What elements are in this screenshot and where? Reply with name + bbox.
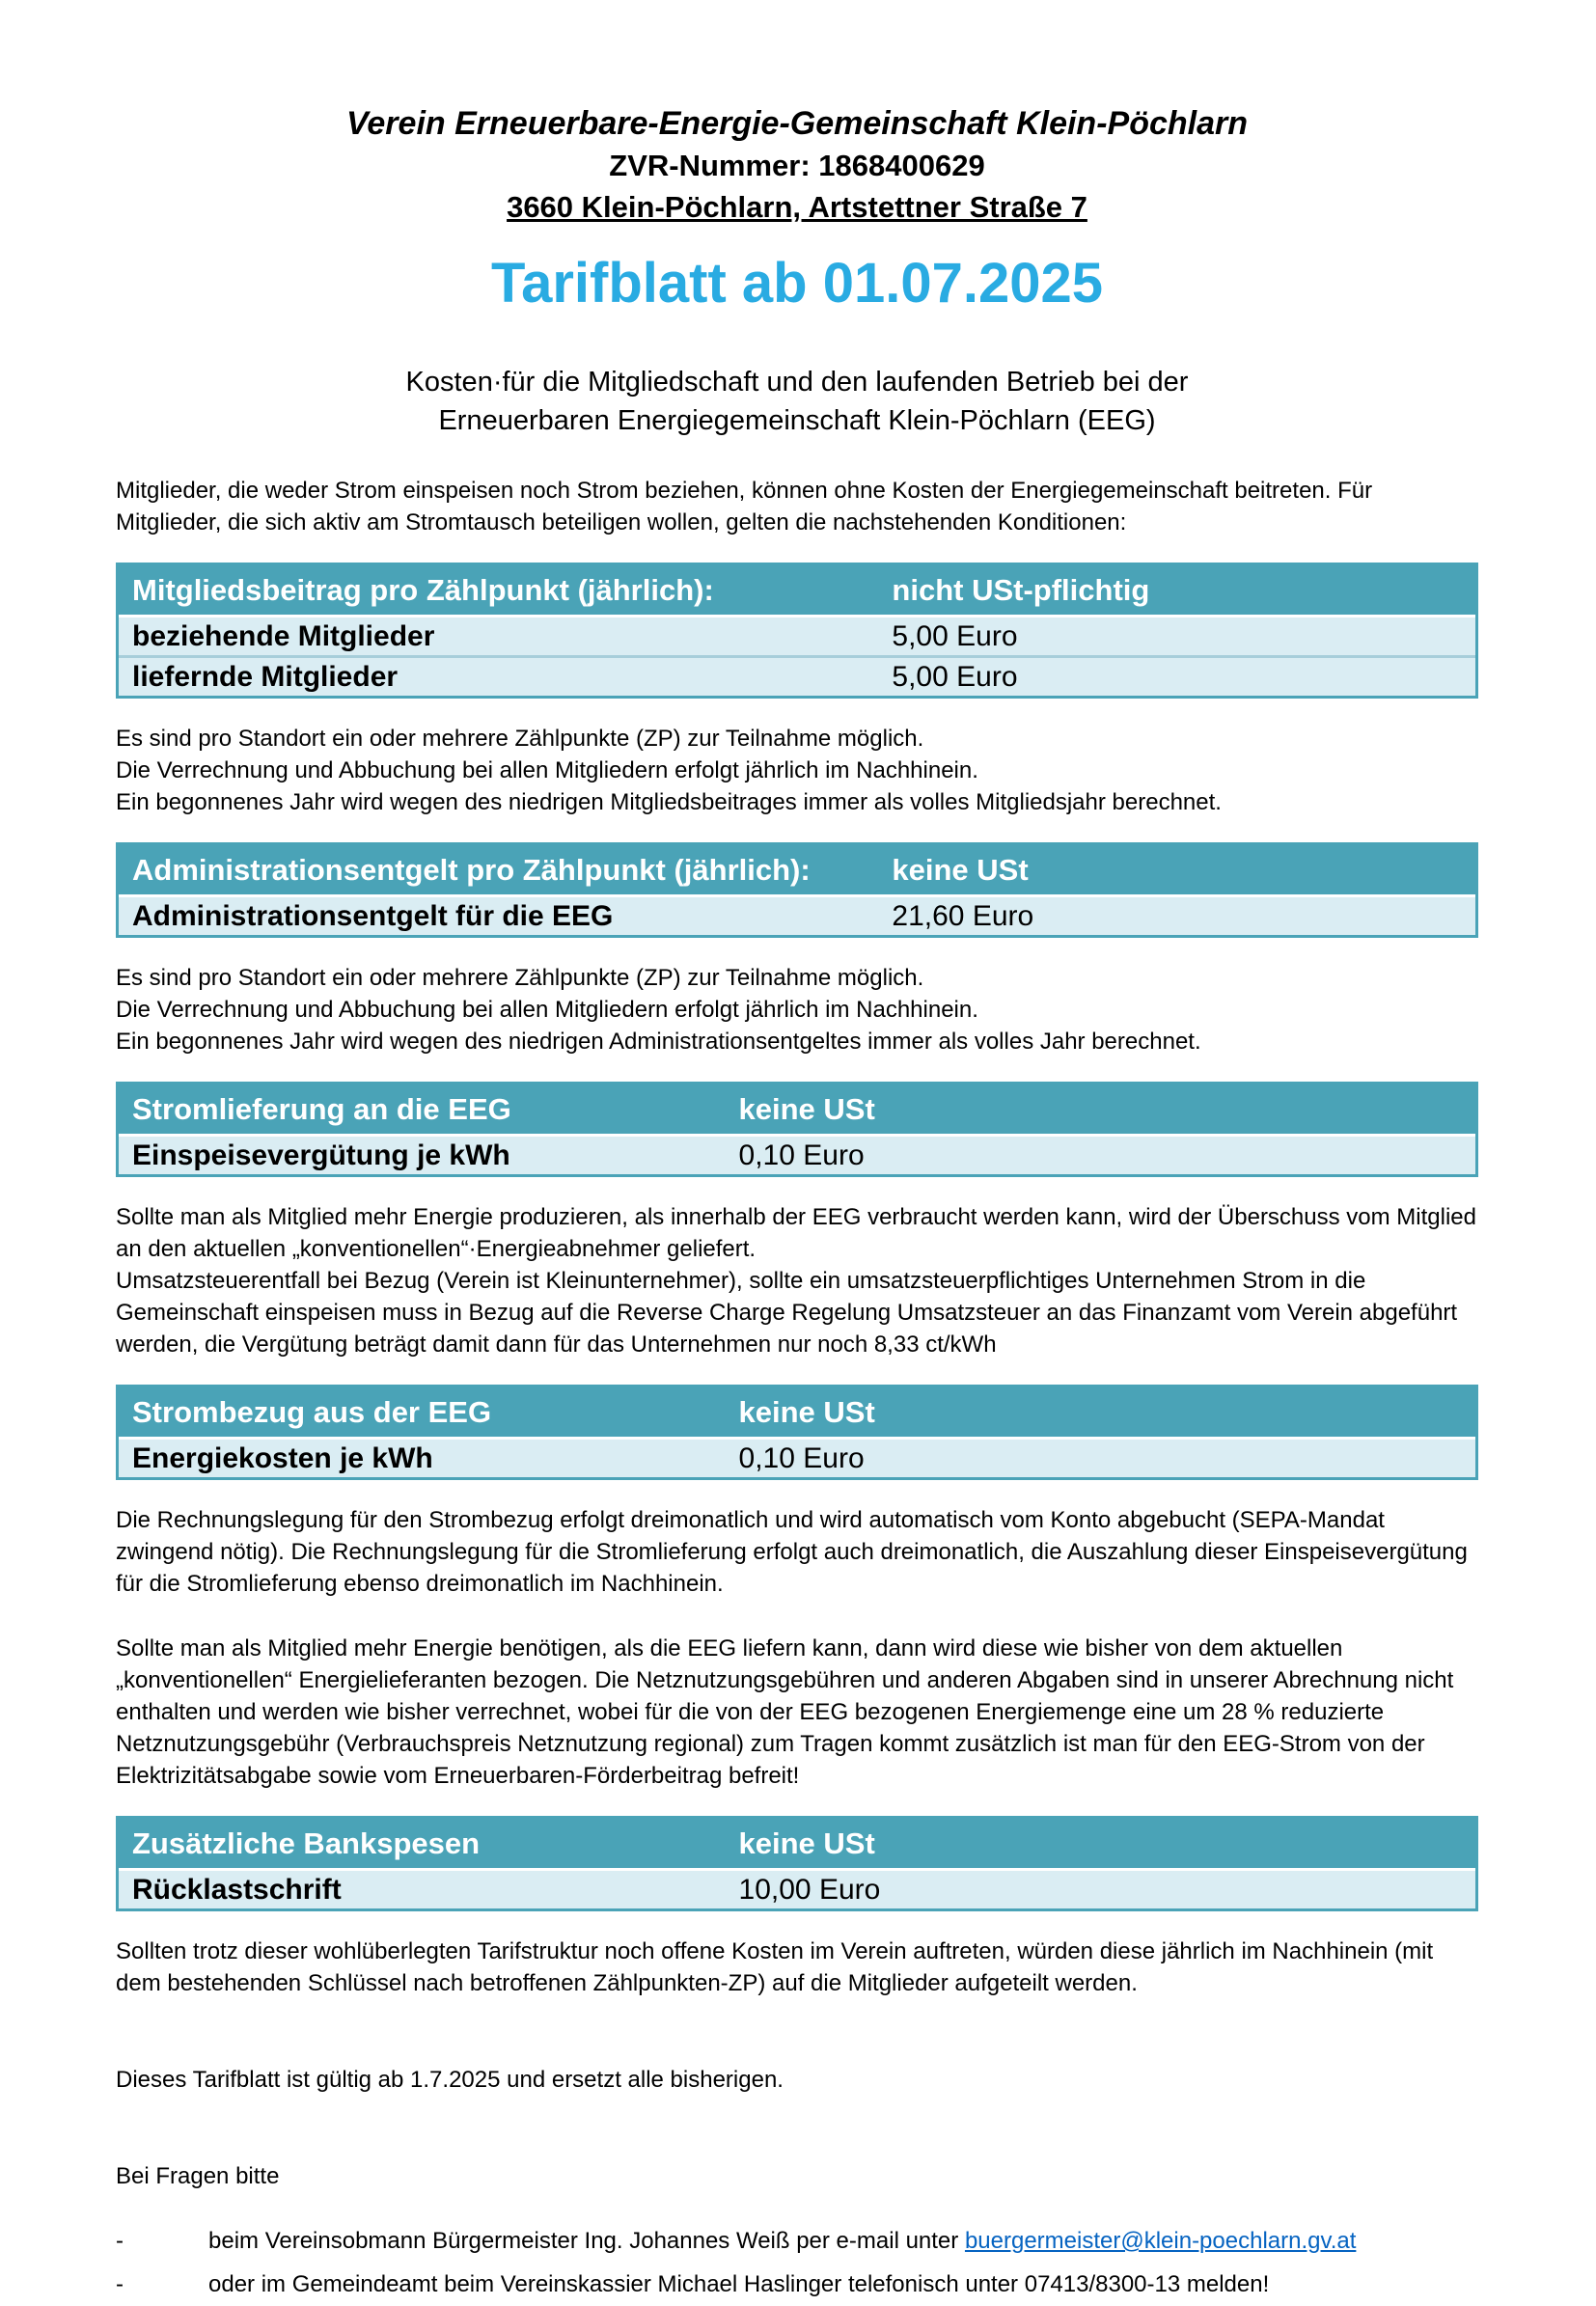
table-row — [119, 894, 1475, 935]
table-header-row — [119, 565, 1475, 615]
table-header-vat-note: keine USt — [739, 1084, 1475, 1134]
row-label: Rücklastschrift — [119, 1868, 739, 1908]
paragraph: Umsatzsteuerentfall bei Bezug (Verein ist Kleinunternehmer), sollte ein umsatzsteuerpflichtiges Unternehmen Strom in die Gemeinschaft einspeisen muss in Bezug auf die Reverse Charge Regelung Umsatzsteuer an das Finanzamt vom Verein abgeführt werden, die Vergütung beträgt damit dann für das Unternehmen nur noch 8,33 ct/kWh — [116, 1268, 1458, 1358]
administration-fee-table — [116, 842, 1478, 938]
notes-after-administration-table — [116, 962, 1478, 1057]
bullet-dash: - — [116, 2271, 124, 2297]
contact-intro: Bei Fragen bitte — [116, 2163, 280, 2189]
open-costs-paragraph: Sollten trotz dieser wohlüberlegten Tarifstruktur noch offene Kosten im Verein auftreten, würden diese jährlich im Nachhinein (mit dem bestehenden Schlüssel nach betroffenen Zählpunkten-ZP) auf die Mitglieder aufgeteilt werden. — [116, 1938, 1434, 1996]
contact-item-email — [116, 2219, 1478, 2263]
note-line: Die Verrechnung und Abbuchung bei allen Mitgliedern erfolgt jährlich im Nachhinein. — [116, 757, 978, 783]
table-row — [119, 1437, 1475, 1477]
contact-item-phone — [116, 2263, 1478, 2306]
document-subtitle — [116, 363, 1478, 440]
contact-email-prefix: beim Vereinsobmann Bürgermeister Ing. Johannes Weiß per e-mail unter — [208, 2228, 965, 2254]
table-header-row — [119, 1084, 1475, 1134]
note-line: Es sind pro Standort ein oder mehrere Zählpunkte (ZP) zur Teilnahme möglich. — [116, 726, 924, 752]
intro-paragraph: Mitglieder, die weder Strom einspeisen noch Strom beziehen, können ohne Kosten der Energiegemeinschaft beitreten. Für Mitglieder, die sich aktiv am Stromtausch beteiligen wollen, gelten die nachstehenden Konditionen: — [116, 478, 1373, 535]
note-line: Es sind pro Standort ein oder mehrere Zählpunkte (ZP) zur Teilnahme möglich. — [116, 965, 924, 991]
table-header-row — [119, 845, 1475, 894]
page-title: Tarifblatt ab 01.07.2025 — [490, 252, 1103, 315]
table-header-vat-note: keine USt — [739, 1819, 1475, 1868]
table-row — [119, 615, 1475, 655]
notes-after-membership-table — [116, 723, 1478, 818]
row-label: Administrationsentgelt für die EEG — [119, 894, 892, 935]
grid-fees-paragraph: Sollte man als Mitglied mehr Energie benötigen, als die EEG liefern kann, dann wird diese wie bisher von dem aktuellen „konventionellen“ Energielieferanten bezogen. Die Netznutzungsgebühren und anderen Abgaben sind in unserer Abrechnung nicht enthalten und werden wie bisher verrechnet, wobei für die von der EEG bezogenen Energiemenge eine um 28 % reduzierte Netznutzungsgebühr (Verbrauchspreis Netznutzung regional) zum Tragen kommt zusätzlich ist man für den EEG-Strom von der Elektrizitätsabgabe sowie vom Erneuerbaren-Förderbeitrag befreit! — [116, 1635, 1454, 1789]
table-header-vat-note: keine USt — [892, 845, 1475, 894]
contact-list — [116, 2219, 1478, 2306]
table-header-label: Stromlieferung an die EEG — [119, 1084, 739, 1134]
table-header-row — [119, 1819, 1475, 1868]
row-value: 10,00 Euro — [739, 1868, 1475, 1908]
row-value: 5,00 Euro — [892, 615, 1475, 655]
row-label: Energiekosten je kWh — [119, 1437, 739, 1477]
billing-paragraph: Die Rechnungslegung für den Strombezug erfolgt dreimonatlich und wird automatisch vom Konto abgebucht (SEPA-Mandat zwingend nötig). Die Rechnungslegung für die Stromlieferung erfolgt auch dreimonatlich, die Auszahlung dieser Einspeisevergütung für die Stromlieferung ebenso dreimonatlich im Nachhinein. — [116, 1507, 1468, 1597]
row-value: 21,60 Euro — [892, 894, 1475, 935]
note-line: Die Verrechnung und Abbuchung bei allen Mitgliedern erfolgt jährlich im Nachhinein. — [116, 997, 978, 1023]
validity-note: Dieses Tarifblatt ist gültig ab 1.7.2025 und ersetzt alle bisherigen. — [116, 2067, 784, 2093]
row-value: 0,10 Euro — [739, 1437, 1475, 1477]
table-header-label: Strombezug aus der EEG — [119, 1387, 739, 1437]
bullet-dash: - — [116, 2228, 124, 2254]
row-label: Einspeisevergütung je kWh — [119, 1134, 739, 1174]
bank-charges-table — [116, 1816, 1478, 1911]
note-line: Ein begonnenes Jahr wird wegen des niedrigen Administrationsentgeltes immer als volles Jahr berechnet. — [116, 1029, 1201, 1055]
power-purchase-table — [116, 1385, 1478, 1480]
contact-phone-text: oder im Gemeindeamt beim Vereinskassier Michael Haslinger telefonisch unter 07413/8300-13 melden! — [208, 2271, 1270, 2297]
row-value: 5,00 Euro — [892, 655, 1475, 696]
org-name: Verein Erneuerbare-Energie-Gemeinschaft Klein-Pöchlarn — [345, 105, 1249, 142]
contact-text — [208, 2219, 1356, 2263]
table-header-vat-note: keine USt — [739, 1387, 1475, 1437]
power-delivery-table — [116, 1082, 1478, 1177]
table-header-label: Zusätzliche Bankspesen — [119, 1819, 739, 1868]
zvr-number-line: ZVR-Nummer: 1868400629 — [609, 149, 985, 182]
table-header-vat-note: nicht USt-pflichtig — [892, 565, 1475, 615]
paragraphs-after-delivery-table — [116, 1201, 1478, 1360]
subtitle-line-2: Erneuerbaren Energiegemeinschaft Klein-Pöchlarn (EEG) — [438, 405, 1156, 436]
row-label: beziehende Mitglieder — [119, 615, 892, 655]
membership-fee-table — [116, 563, 1478, 699]
paragraph: Sollte man als Mitglied mehr Energie produzieren, als innerhalb der EEG verbraucht werden kann, wird der Überschuss vom Mitglied an den aktuellen „konventionellen“·Energieabnehmer geliefert. — [116, 1204, 1476, 1262]
subtitle-line-1: Kosten·für die Mitgliedschaft und den laufenden Betrieb bei der — [405, 367, 1189, 398]
note-line: Ein begonnenes Jahr wird wegen des niedrigen Mitgliedsbeitrages immer als volles Mitgliedsjahr berechnet. — [116, 789, 1222, 815]
email-link[interactable]: buergermeister@klein-poechlarn.gv.at — [964, 2228, 1357, 2254]
table-row — [119, 1868, 1475, 1908]
row-label: liefernde Mitglieder — [119, 655, 892, 696]
table-row — [119, 1134, 1475, 1174]
row-value: 0,10 Euro — [739, 1134, 1475, 1174]
table-header-row — [119, 1387, 1475, 1437]
table-row — [119, 655, 1475, 696]
org-address-line: 3660 Klein-Pöchlarn, Artstettner Straße 7 — [507, 190, 1087, 224]
table-header-label: Mitgliedsbeitrag pro Zählpunkt (jährlich): — [119, 565, 892, 615]
table-header-label: Administrationsentgelt pro Zählpunkt (jährlich): — [119, 845, 892, 894]
